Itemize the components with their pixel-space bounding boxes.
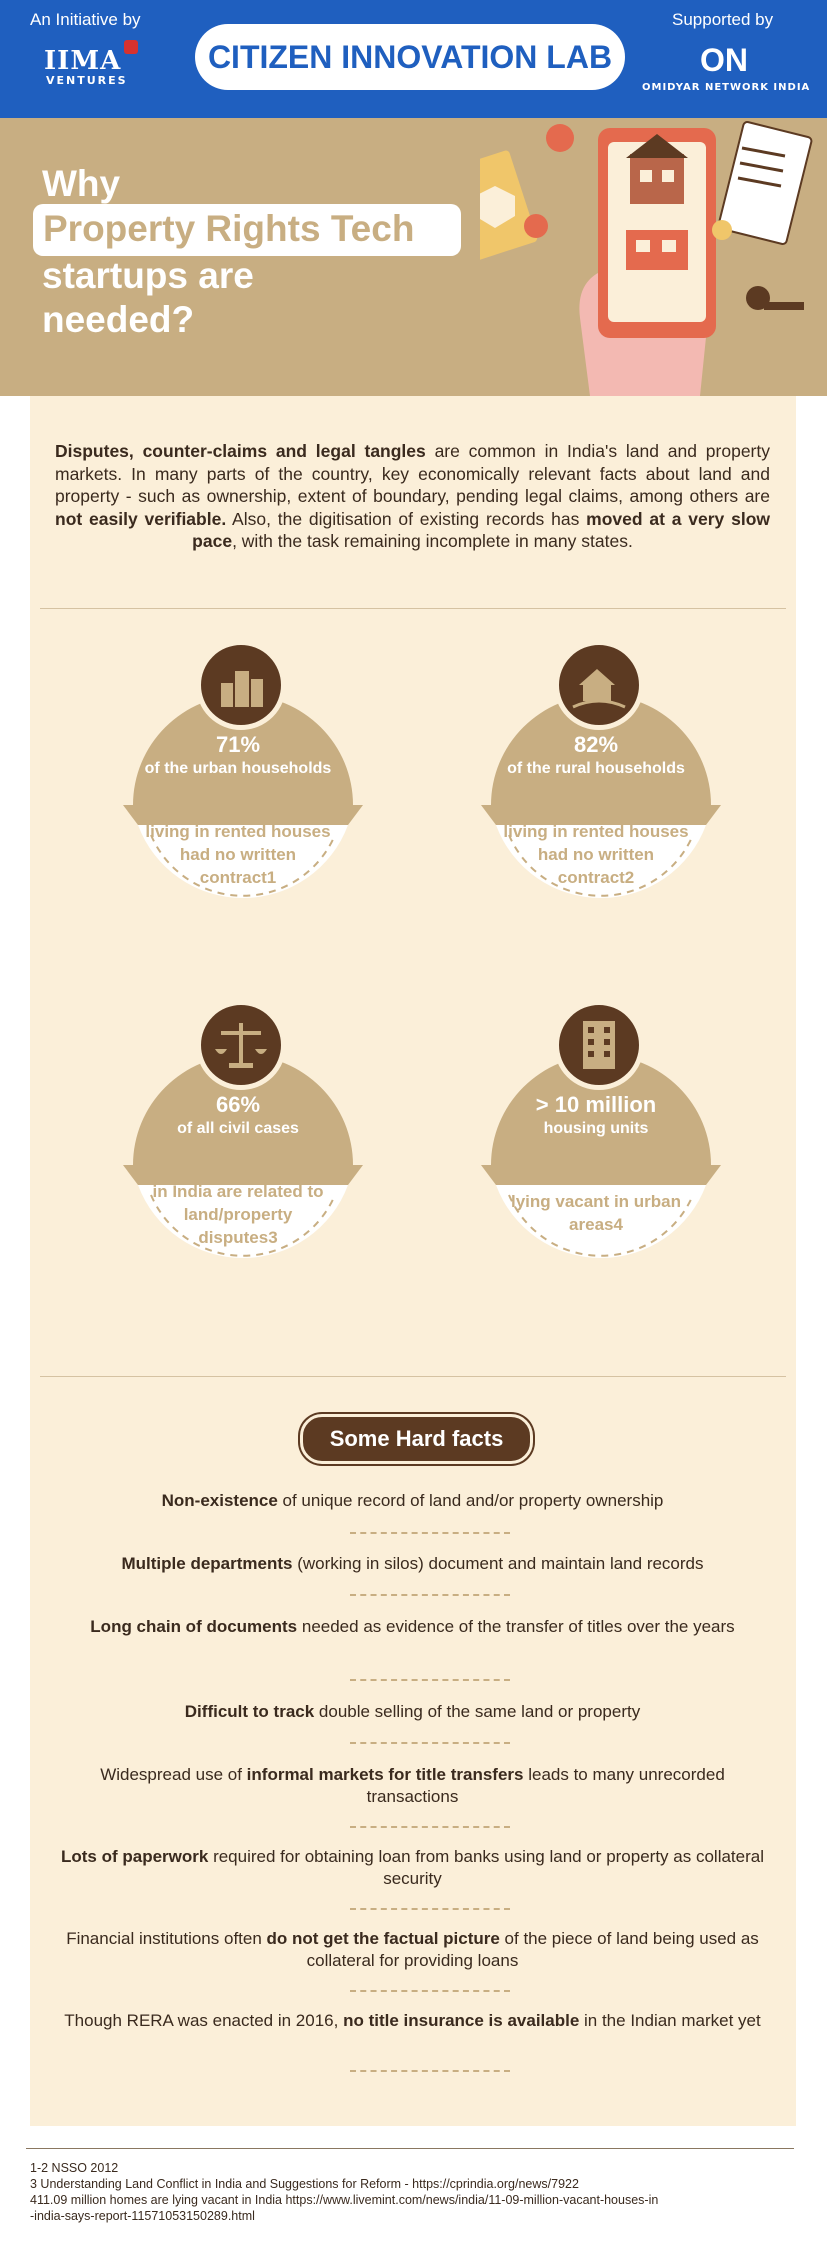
fact-separator bbox=[350, 1532, 510, 1534]
initiative-label: An Initiative by bbox=[30, 10, 141, 29]
fact-item: Difficult to track double selling of the same land or property bbox=[184, 1702, 641, 1721]
stat-value: > 10 million bbox=[535, 1092, 657, 1117]
fact-item: Long chain of documents needed as evidence of the transfer of titles over the years bbox=[90, 1617, 735, 1636]
stat-card-vacant-housing bbox=[446, 1000, 746, 1320]
stat-value: 82% bbox=[573, 732, 619, 757]
fact-item: Widespread use of informal markets for title transfers leads to many unrecorded transactions bbox=[100, 1765, 725, 1806]
apartment-building-icon bbox=[554, 1000, 644, 1090]
footnote-divider bbox=[26, 2148, 794, 2149]
stat-description: lying vacant in urban areas4 bbox=[510, 1192, 682, 1234]
stat-value: 71% bbox=[215, 732, 261, 757]
hero-line-4: needed? bbox=[42, 299, 195, 340]
iima-logo: IIMA bbox=[44, 46, 122, 76]
footnote: 411.09 million homes are lying vacant in India https://www.livemint.com/news/india/11-09-million-vacant-houses-in bbox=[30, 2193, 659, 2207]
divider bbox=[40, 608, 786, 609]
hero-banner bbox=[0, 118, 827, 396]
header-bar bbox=[0, 0, 827, 118]
stat-description: living in rented houses had no written contract1 bbox=[145, 822, 331, 887]
fact-item: Financial institutions often do not get the factual picture of the piece of land being used as collateral for providing loans bbox=[66, 1929, 759, 1970]
hero-line-1: Why bbox=[42, 163, 121, 204]
hero-highlight: Property Rights Tech bbox=[43, 208, 415, 249]
fact-item: Lots of paperwork required for obtaining loan from banks using land or property as collateral security bbox=[60, 1847, 764, 1888]
rural-farmhouse-icon bbox=[554, 640, 644, 730]
fact-separator bbox=[350, 1679, 510, 1681]
stat-description: in India are related to land/property disputes3 bbox=[152, 1182, 324, 1247]
stat-card-urban bbox=[88, 640, 388, 960]
hero-line-3: startups are bbox=[42, 255, 254, 296]
divider bbox=[40, 1376, 786, 1377]
hero-highlight-pill bbox=[33, 204, 461, 256]
stat-subtitle: of the rural households bbox=[507, 760, 685, 777]
footnote: -india-says-report-11571053150289.html bbox=[30, 2209, 255, 2223]
omidyar-logo-sub: OMIDYAR NETWORK INDIA bbox=[642, 82, 811, 93]
fact-separator bbox=[350, 1990, 510, 1992]
footnote: 1-2 NSSO 2012 bbox=[30, 2161, 119, 2175]
scales-of-justice-icon bbox=[196, 1000, 286, 1090]
facts-title: Some Hard facts bbox=[300, 1414, 533, 1464]
fact-item: Though RERA was enacted in 2016, no title insurance is available in the Indian market yet bbox=[64, 2011, 761, 2030]
page-title: CITIZEN INNOVATION LAB bbox=[195, 24, 625, 90]
stat-subtitle: of all civil cases bbox=[177, 1120, 299, 1137]
omidyar-logo: ON bbox=[700, 42, 748, 78]
iima-logo-sub: VENTURES bbox=[46, 74, 128, 87]
fact-item: Non-existence of unique record of land and/or property ownership bbox=[161, 1491, 664, 1510]
fact-separator bbox=[350, 2070, 510, 2072]
phone-property-illustration-icon bbox=[480, 118, 827, 396]
stat-card-rural bbox=[446, 640, 746, 960]
footnote: 3 Understanding Land Conflict in India and Suggestions for Reform - https://cprindia.org/news/7922 bbox=[30, 2177, 579, 2191]
supported-label: Supported by bbox=[672, 10, 774, 29]
stat-subtitle: housing units bbox=[543, 1120, 649, 1137]
fact-separator bbox=[350, 1594, 510, 1596]
city-buildings-icon bbox=[196, 640, 286, 730]
fact-separator bbox=[350, 1908, 510, 1910]
fact-separator bbox=[350, 1826, 510, 1828]
stat-value: 66% bbox=[215, 1092, 261, 1117]
stat-card-civil-cases bbox=[88, 1000, 388, 1320]
iima-logo-mark bbox=[124, 40, 138, 54]
fact-separator bbox=[350, 1742, 510, 1744]
stat-description: living in rented houses had no written contract2 bbox=[503, 822, 689, 887]
stat-subtitle: of the urban households bbox=[144, 760, 332, 777]
fact-item: Multiple departments (working in silos) document and maintain land records bbox=[121, 1554, 704, 1573]
intro-paragraph: Disputes, counter-claims and legal tangles are common in India's land and property markets. In many parts of the country, key economically relevant facts about land and property - such as ownership, extent of boundary, pending legal claims, among others are not easily verifiable. Also, the digitisation of existing records has moved at a very slow pace, with the task remaining incomplete in many states. bbox=[55, 441, 771, 551]
